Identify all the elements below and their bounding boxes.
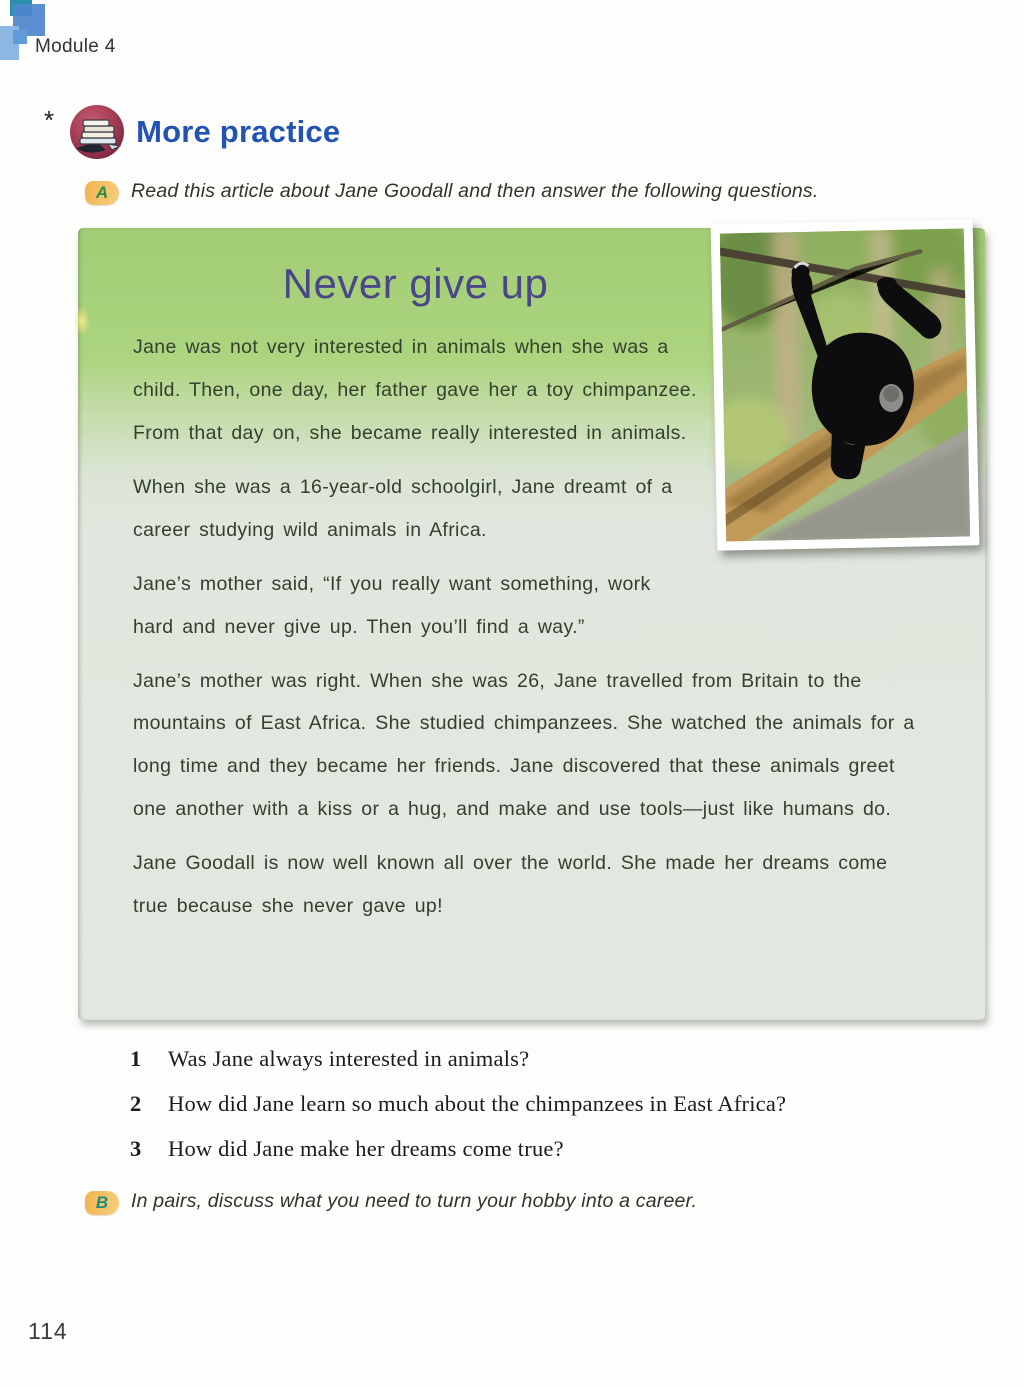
books-icon: [68, 104, 126, 160]
card-edge-glow: [74, 306, 90, 336]
task-b-instruction: In pairs, discuss what you need to turn your hobby into a career.: [131, 1190, 698, 1212]
article-paragraph: When she was a 16-year-old schoolgirl, Jane dreamt of a career studying wild animals in Africa.: [133, 475, 673, 541]
asterisk-mark: *: [44, 104, 55, 135]
page-number: 114: [28, 1318, 68, 1344]
task-a-line: [85, 180, 819, 204]
task-b-line: [85, 1190, 697, 1214]
article-paragraph: Jane was not very interested in animals when she was a child. Then, one day, her father gave her a toy chimpanzee. From that day on, she became really interested in animals.: [133, 336, 697, 445]
task-a-badge: A: [85, 181, 119, 205]
question-number: 1: [130, 1046, 142, 1071]
chimpanzee-photo: [711, 219, 980, 550]
module-label: Module 4: [35, 36, 116, 57]
question-text: How did Jane make her dreams come true?: [168, 1136, 564, 1161]
article-paragraph: Jane’s mother was right. When she was 26, Jane travelled from Britain to the mountains of East Africa. She studied chimpanzees. She watched the animals for a long time and they became her friends. Jane discovered that these animals greet one another with a kiss or a hug, and make and use tools—just like humans do.: [133, 669, 915, 821]
question-row: [130, 1046, 786, 1072]
question-text: How did Jane learn so much about the chimpanzees in East Africa?: [168, 1091, 787, 1116]
task-a-instruction: Read this article about Jane Goodall and then answer the following questions.: [131, 180, 819, 202]
question-number: 2: [130, 1091, 142, 1116]
task-b-badge: B: [85, 1191, 119, 1215]
questions-list: [130, 1046, 786, 1181]
article-title: Never give up: [282, 260, 549, 307]
question-row: [130, 1091, 786, 1117]
section-title: More practice: [136, 114, 341, 149]
article-paragraph: Jane’s mother said, “If you really want something, work hard and never give up. Then you’ll find a way.”: [133, 572, 651, 638]
article-paragraph: Jane Goodall is now well known all over the world. She made her dreams come true because she never gave up!: [133, 852, 888, 917]
corner-square-midblue: [13, 30, 27, 44]
question-number: 3: [130, 1136, 142, 1161]
question-text: Was Jane always interested in animals?: [168, 1046, 530, 1071]
question-row: [130, 1136, 786, 1162]
more-practice-header: [44, 104, 340, 160]
